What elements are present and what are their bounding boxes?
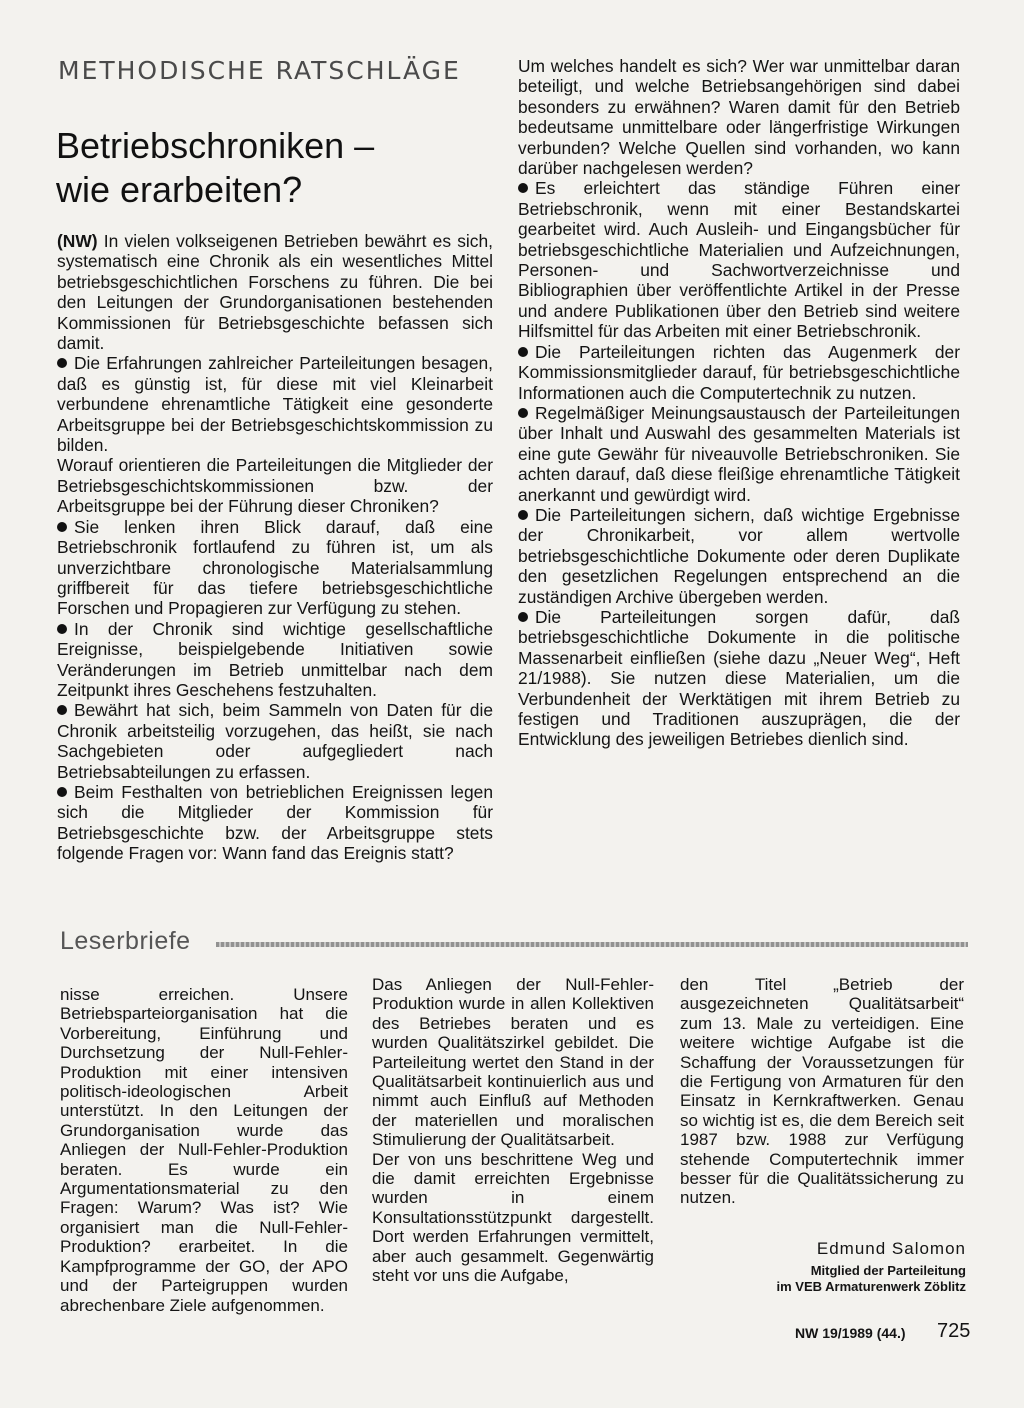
letters-column-3: [680, 975, 964, 1208]
author-role-line-2: im VEB Armaturenwerk Zöblitz: [776, 1279, 966, 1294]
article-intro: [57, 231, 493, 353]
letter-paragraph: Das Anliegen der Null-Fehler-Produktion wurde in allen Kollektiven des Betriebes beraten und es wurden Qualitätszirkel gebildet. Die Parteileitung wertet den Stand in der Qualitätsarbeit kontinuierlich aus und nimmt auch Einfluß auf Methoden der materiellen und moralischen Stimulierung der Qualitätsarbeit.: [372, 975, 654, 1150]
article-headline: [56, 124, 486, 212]
author-role-line-1: Mitglied der Parteileitung: [810, 1263, 966, 1278]
letters-heading: Leserbriefe: [60, 927, 191, 955]
bullet-paragraph: Die Erfahrungen zahlreicher Parteileitungen besagen, daß es günstig ist, für diese mit viel Kleinarbeit verbundene ehrenamtliche Tätigkeit eine gesonderte Arbeitsgruppe bei der Betriebsgeschichtskommission zu bilden.: [57, 353, 493, 456]
continued-paragraph: Um welches handelt es sich? Wer war unmittelbar daran beteiligt, und welche Betriebsangehörigen sind dabei besonders zu erwähnen? Waren damit für den Betrieb bedeutsame unmittelbare oder längerfristige Wirkungen verbunden? Welche Quellen sind vorhanden, wo kann darüber nachgelesen werden?: [518, 56, 960, 179]
section-kicker: METHODISCHE RATSCHLÄGE: [58, 56, 461, 85]
bullet-icon: [518, 347, 528, 357]
intro-text: In vielen volkseigenen Betrieben bewährt es sich, systematisch eine Chronik als ein wesentliches Mittel betriebsgeschichtlichen Forschens zu führen. Die bei den Leitungen der Grundorganisationen bestehenden Kommissionen für Betriebsgeschichte befassen sich damit.: [57, 231, 493, 354]
bullet-icon: [57, 787, 67, 797]
source-tag: (NW): [57, 231, 98, 251]
bullet-icon: [518, 612, 528, 622]
article-column-1: [57, 231, 493, 864]
headline-line-2: wie erarbeiten?: [56, 169, 303, 210]
bullet-paragraph: Sie lenken ihren Blick darauf, daß eine Betriebschronik fortlaufend zu führen ist, um als unverzichtbare chronologische Materialsammlung griffbereit für das tiefere betriebsgeschichtliche Forschen und Propagieren zur Verfügung zu stehen.: [57, 516, 493, 619]
question-paragraph: Worauf orientieren die Parteileitungen die Mitglieder der Betriebsgeschichtskommissionen bzw. der Arbeitsgruppe bei der Führung dieser Chroniken?: [57, 455, 493, 517]
bullet-paragraph: Beim Festhalten von betrieblichen Ereignissen legen sich die Mitglieder der Kommission für Betriebsgeschichte bzw. der Arbeitsgruppe stets folgende Fragen vor: Wann fand das Ereignis statt?: [57, 781, 493, 864]
headline-line-1: Betriebschroniken –: [56, 125, 375, 166]
bullet-paragraph: Die Parteileitungen sichern, daß wichtige Ergebnisse der Chronikarbeit, vor allem wertvolle betriebsgeschichtliche Dokumente oder deren Duplikate den gesetzlichen Regelungen entsprechend an die zuständigen Archive übergeben werden.: [518, 504, 960, 607]
bullet-paragraph: Die Parteileitungen richten das Augenmerk der Kommissionsmitglieder darauf, für betriebsgeschichtliche Informationen auch die Computertechnik zu nutzen.: [518, 341, 960, 403]
bullet-paragraph: Die Parteileitungen sorgen dafür, daß betriebsgeschichtliche Dokumente in die politische Massenarbeit einfließen (siehe dazu „Neuer Weg“, Heft 21/1988). Sie nutzen diese Materialien, um die Verbundenheit der Werktätigen mit ihrem Betrieb zu festigen und Traditionen auszuprägen, die der Entwicklung des jeweiligen Betriebes dienlich sind.: [518, 606, 960, 750]
letters-column-2: [372, 975, 654, 1286]
letter-paragraph: nisse erreichen. Unsere Betriebsparteiorganisation hat die Vorbereitung, Einführung und Durchsetzung der Null-Fehler-Produktion mit einer intensiven politisch-ideologischen Arbeit unterstützt. In den Leitungen der Grundorganisation wurde das Anliegen der Null-Fehler-Produktion beraten. Es wurde ein Argumentationsmaterial zu den Fragen: Warum? Was ist? Wie organisiert man die Null-Fehler-Produktion? erarbeitet. In die Kampfprogramme der GO, der APO und der Parteigruppen wurden abrechenbare Ziele aufgenommen.: [60, 985, 348, 1315]
letter-paragraph: Der von uns beschrittene Weg und die damit erreichten Ergebnisse wurden in einem Konsultationsstützpunkt dargestellt. Dort werden Erfahrungen vermittelt, aber auch gesammelt. Gegenwärtig steht vor uns die Aufgabe,: [372, 1149, 654, 1286]
letters-divider: [216, 942, 968, 947]
bullet-icon: [57, 705, 67, 715]
bullet-paragraph: Es erleichtert das ständige Führen einer Betriebschronik, wenn mit einer Bestandskartei gearbeitet wird. Auch Ausleih- und Eingangsbücher für betriebsgeschichtliche Materialien und Aufzeichnungen, Personen- und Sachwortverzeichnisse und Bibliographien über veröffentlichte Artikel in der Presse und andere Publikationen über den Betrieb sind weitere Hilfsmittel für das Arbeiten mit einer Betriebschronik.: [518, 178, 960, 342]
page-number: 725: [937, 1320, 971, 1342]
issue-reference: NW 19/1989 (44.): [795, 1325, 906, 1341]
bullet-icon: [518, 510, 528, 520]
bullet-icon: [518, 408, 528, 418]
letter-paragraph: den Titel „Betrieb der ausgezeichneten Qualitätsarbeit“ zum 13. Male zu verteidigen. Eine weitere wichtige Aufgabe ist die Schaffung der Voraussetzungen für die Fertigung von Armaturen für den Einsatz in Kernkraftwerken. Genau so wichtig ist es, die dem Bereich seit 1987 bzw. 1988 zur Verfügung stehende Computertechnik immer besser für die Qualitätssicherung zu nutzen.: [680, 975, 964, 1208]
bullet-icon: [57, 522, 67, 532]
author-role: [730, 1263, 966, 1295]
article-column-2: [518, 56, 960, 750]
letters-column-1: [60, 985, 348, 1315]
bullet-paragraph: Bewährt hat sich, beim Sammeln von Daten für die Chronik arbeitsteilig vorzugehen, das heißt, sie nach Sachgebieten oder aufgegliedert nach Betriebsabteilungen zu erfassen.: [57, 700, 493, 782]
bullet-paragraph: In der Chronik sind wichtige gesellschaftliche Ereignisse, beispielgebende Initiativen sowie Veränderungen im Betrieb unmittelbar nach dem Zeitpunkt ihres Geschehens festzuhalten.: [57, 618, 493, 700]
bullet-icon: [518, 183, 528, 193]
bullet-icon: [57, 358, 67, 368]
bullet-icon: [57, 624, 67, 634]
author-name: Edmund Salomon: [816, 1239, 966, 1258]
bullet-paragraph: Regelmäßiger Meinungsaustausch der Parteileitungen über Inhalt und Auswahl des gesammelten Materials ist eine gute Gewähr für niveauvolle Betriebschroniken. Sie achten darauf, daß diese fleißige ehrenamtliche Tätigkeit anerkannt und gewürdigt wird.: [518, 402, 960, 505]
